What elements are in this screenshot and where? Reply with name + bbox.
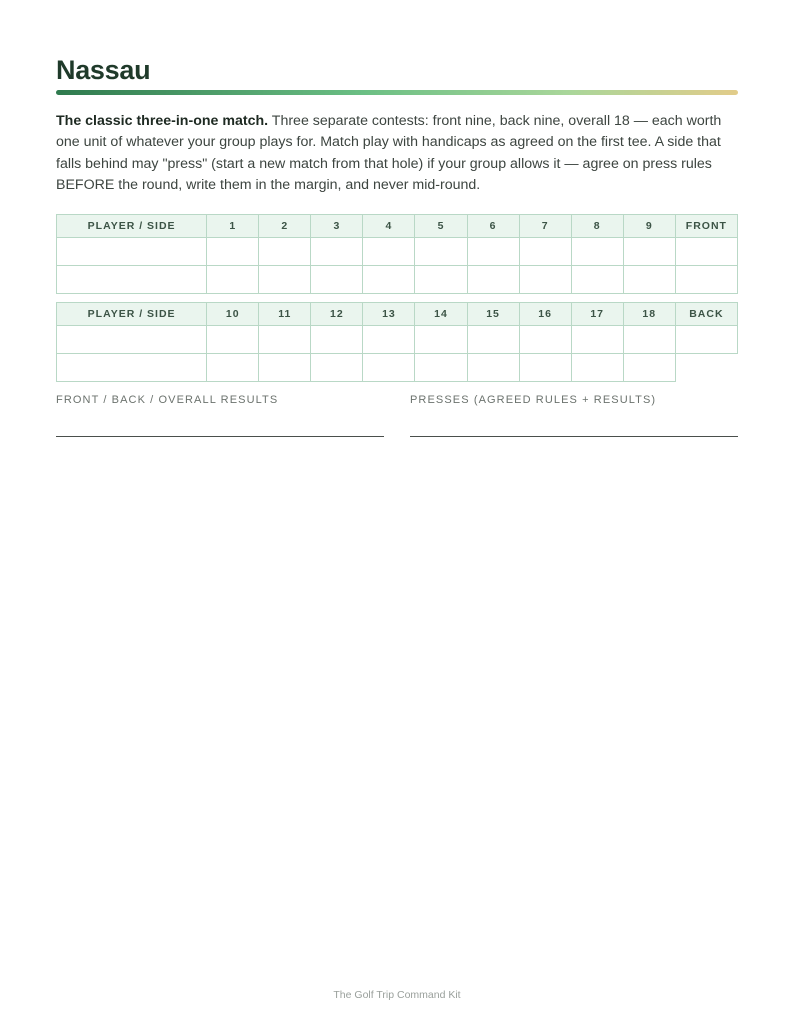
score-cell[interactable] (571, 354, 623, 382)
score-cell[interactable] (207, 266, 259, 294)
score-cell[interactable] (363, 266, 415, 294)
page-title: Nassau (56, 55, 151, 85)
score-cell[interactable] (467, 266, 519, 294)
total-cell[interactable] (675, 326, 737, 354)
col-hole-13: 13 (363, 303, 415, 326)
player-name-cell[interactable] (57, 266, 207, 294)
title-divider (56, 90, 738, 95)
col-hole-12: 12 (311, 303, 363, 326)
intro-body: Three separate contests: front nine, back nine, overall 18 — each worth one unit of whatever your group plays for. Match play with handicaps as agreed on the first tee. A side that falls behind may "press" (start a new match from that hole) if your group allows it — agree on press rules BEFORE the round, write them in the margin, and never mid-round. (56, 113, 722, 193)
results-label: FRONT / BACK / OVERALL RESULTS (56, 394, 279, 406)
score-cell[interactable] (311, 326, 363, 354)
score-cell[interactable] (415, 266, 467, 294)
score-cell[interactable] (363, 354, 415, 382)
score-cell[interactable] (623, 238, 675, 266)
score-cell[interactable] (363, 238, 415, 266)
front-nine-table (56, 214, 738, 294)
score-cell[interactable] (467, 326, 519, 354)
back-nine-table (56, 302, 738, 382)
col-hole-3: 3 (311, 215, 363, 238)
score-cell[interactable] (519, 354, 571, 382)
table-row (57, 354, 738, 382)
score-cell[interactable] (311, 266, 363, 294)
col-hole-14: 14 (415, 303, 467, 326)
col-front-total: FRONT (675, 215, 737, 238)
score-cell[interactable] (259, 266, 311, 294)
col-hole-17: 17 (571, 303, 623, 326)
score-cell[interactable] (415, 238, 467, 266)
score-cell[interactable] (467, 238, 519, 266)
col-player-side: PLAYER / SIDE (57, 303, 207, 326)
score-cell[interactable] (259, 238, 311, 266)
score-cell[interactable] (259, 354, 311, 382)
intro-lead: The classic three-in-one match. (56, 113, 269, 129)
col-hole-7: 7 (519, 215, 571, 238)
col-hole-1: 1 (207, 215, 259, 238)
total-cell[interactable] (675, 266, 737, 294)
score-cell[interactable] (519, 238, 571, 266)
col-hole-11: 11 (259, 303, 311, 326)
col-hole-4: 4 (363, 215, 415, 238)
score-cell[interactable] (623, 354, 675, 382)
score-cell[interactable] (571, 238, 623, 266)
player-name-cell[interactable] (57, 354, 207, 382)
score-cell[interactable] (259, 326, 311, 354)
total-cell[interactable] (675, 238, 737, 266)
table-row (57, 266, 738, 294)
score-cell[interactable] (311, 238, 363, 266)
score-cell[interactable] (519, 266, 571, 294)
score-cell[interactable] (571, 326, 623, 354)
player-name-cell[interactable] (57, 326, 207, 354)
back-header-row (57, 303, 738, 326)
score-cell[interactable] (623, 266, 675, 294)
score-cell[interactable] (207, 354, 259, 382)
presses-write-line[interactable] (410, 436, 738, 437)
col-hole-16: 16 (519, 303, 571, 326)
score-cell[interactable] (415, 354, 467, 382)
col-hole-9: 9 (623, 215, 675, 238)
score-cell[interactable] (467, 354, 519, 382)
col-back-total: BACK (675, 303, 737, 326)
intro-paragraph (56, 111, 742, 196)
table-row (57, 326, 738, 354)
col-hole-18: 18 (623, 303, 675, 326)
col-hole-8: 8 (571, 215, 623, 238)
col-hole-5: 5 (415, 215, 467, 238)
front-header-row (57, 215, 738, 238)
score-cell[interactable] (571, 266, 623, 294)
score-cell[interactable] (519, 326, 571, 354)
player-name-cell[interactable] (57, 238, 207, 266)
page-footer: The Golf Trip Command Kit (333, 989, 461, 1001)
score-cell[interactable] (363, 326, 415, 354)
score-cell[interactable] (311, 354, 363, 382)
col-hole-10: 10 (207, 303, 259, 326)
presses-label: PRESSES (AGREED RULES + RESULTS) (410, 394, 657, 406)
col-hole-2: 2 (259, 215, 311, 238)
score-cell[interactable] (207, 238, 259, 266)
score-cell[interactable] (623, 326, 675, 354)
score-cell[interactable] (207, 326, 259, 354)
empty-cell (675, 354, 737, 382)
score-cell[interactable] (415, 326, 467, 354)
col-hole-15: 15 (467, 303, 519, 326)
col-hole-6: 6 (467, 215, 519, 238)
results-write-line[interactable] (56, 436, 384, 437)
col-player-side: PLAYER / SIDE (57, 215, 207, 238)
table-row (57, 238, 738, 266)
